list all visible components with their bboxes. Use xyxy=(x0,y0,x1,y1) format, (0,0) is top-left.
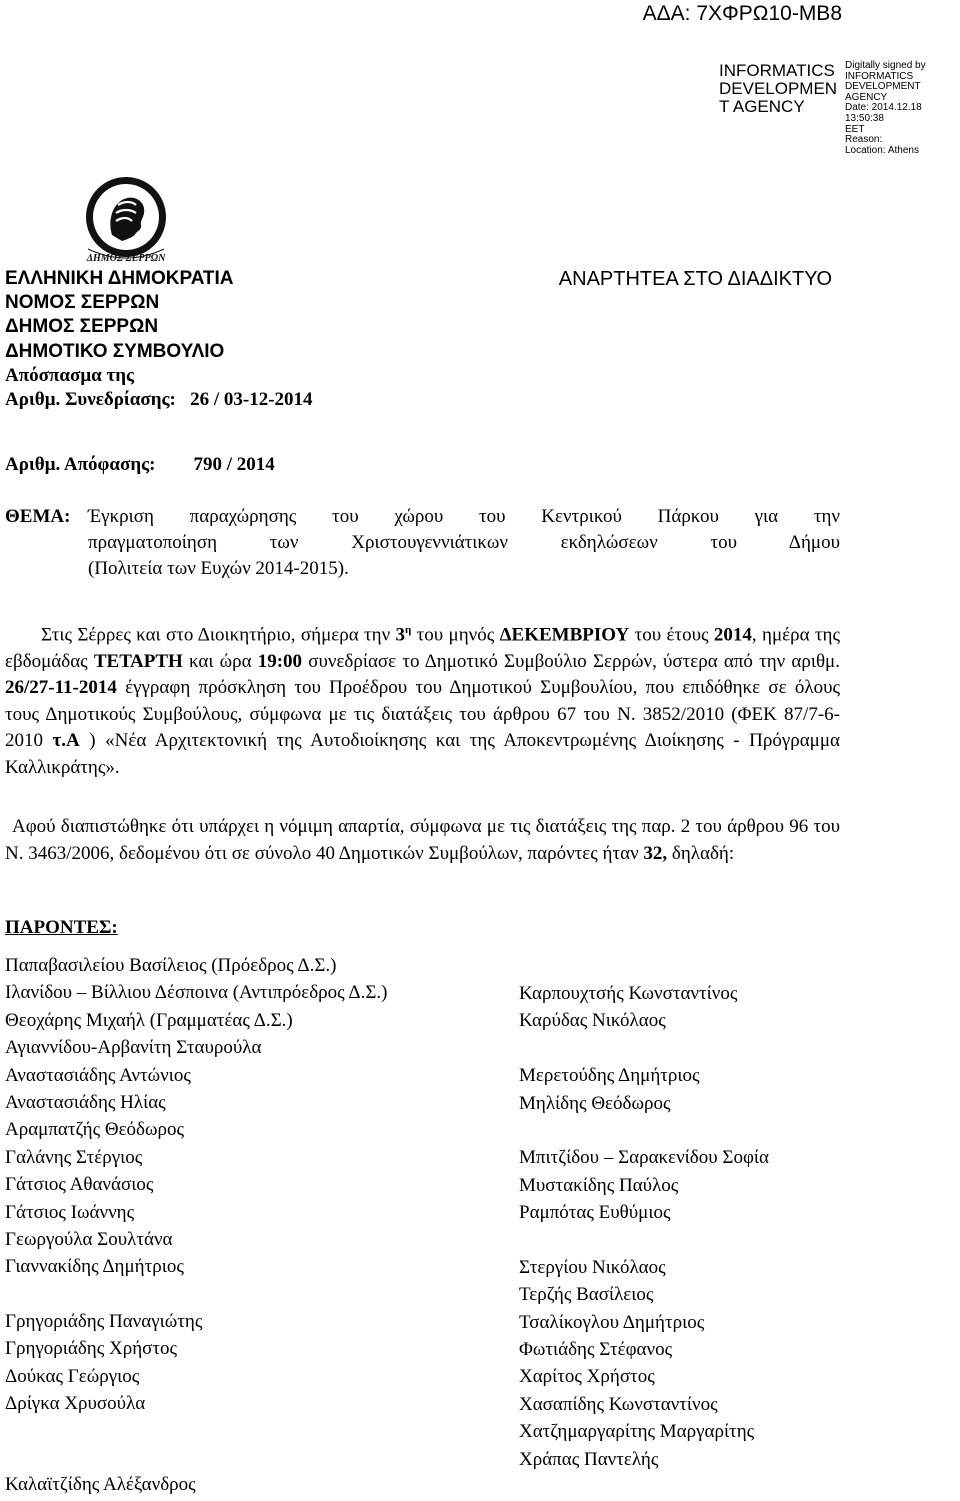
member-name: Μυστακίδης Παύλος xyxy=(519,1174,679,1196)
meeting-time: 19:00 xyxy=(257,650,303,672)
member-name: Αναστασιάδης Ηλίας xyxy=(5,1091,166,1113)
list-spacer xyxy=(519,1117,769,1144)
list-spacer xyxy=(5,1281,388,1308)
text-run: ) «Νέα Αρχιτεκτονική της Αυτοδιοίκησης και της Αποκεντρωμένης Διοίκησης - Πρόγραμμα Καλλικράτης». xyxy=(5,730,841,778)
signature-detail-line: Digitally signed by xyxy=(845,60,926,71)
header-line-excerpt: Απόσπασμα της xyxy=(5,364,135,386)
invitation-number: 26/27-11-2014 xyxy=(5,677,117,699)
member-name: Γιαννακίδης Δημήτριος xyxy=(5,1256,184,1278)
ordinal-suffix: η xyxy=(405,624,412,636)
list-spacer xyxy=(519,1227,769,1254)
present-heading: ΠΑΡΟΝΤΕΣ: xyxy=(5,917,118,938)
member-name: Δούκας Γεώργιος xyxy=(5,1365,140,1387)
member-name: Γρηγοριάδης Παναγιώτης xyxy=(5,1311,203,1333)
subject-line: (Πολιτεία των Ευχών 2014-2015). xyxy=(88,558,349,579)
signature-detail-line: DEVELOPMENT AGENCY xyxy=(845,81,921,103)
member-name: Δρίγκα Χρυσούλα xyxy=(5,1393,146,1415)
member-name: Μηλίδης Θεόδωρος xyxy=(519,1092,671,1114)
member-name: Ιλανίδου – Βίλλιου Δέσποινα (Αντιπρόεδρος Δ.Σ.) xyxy=(5,982,388,1004)
meeting-month: ΔΕΚΕΜΒΡΙΟΥ xyxy=(499,624,630,646)
text-run: , ημέρα της εβδομάδας xyxy=(5,624,841,672)
meeting-weekday: ΤΕΤΑΡΤΗ xyxy=(93,650,183,672)
member-name: Καρύδας Νικόλαος xyxy=(519,1010,666,1032)
signature-detail-line: EET xyxy=(845,123,865,135)
signature-detail-line: Reason: xyxy=(845,134,883,146)
quorum-paragraph xyxy=(5,814,840,867)
document-header xyxy=(5,267,313,412)
gazette-issue: τ.Α xyxy=(52,730,80,752)
header-line-republic: ΕΛΛΗΝΙΚΗ ΔΗΜΟΚΡΑΤΙΑ xyxy=(5,268,234,289)
text-run: δηλαδή: xyxy=(667,842,735,864)
header-line-municipality: ΔΗΜΟΣ ΣΕΡΡΩΝ xyxy=(5,316,159,338)
text-run: του μηνός xyxy=(411,624,500,646)
member-name: Χαρίτος Χρήστος xyxy=(519,1366,655,1388)
signer-line: T AGENCY xyxy=(719,97,805,116)
member-name: Στεργίου Νικόλαος xyxy=(519,1256,666,1278)
ada-code: ΑΔΑ: 7ΧΦΡΩ10-ΜΒ8 xyxy=(642,2,842,25)
subject-label: ΘΕΜΑ: xyxy=(5,506,71,527)
publish-note: ΑΝΑΡΤΗΤΕΑ ΣΤΟ ΔΙΑΔΙΚΤΥΟ xyxy=(558,268,832,290)
member-name: Θεοχάρης Μιχαήλ (Γραμματέας Δ.Σ.) xyxy=(5,1009,293,1031)
member-name: Γεωργούλα Σουλτάνα xyxy=(5,1228,173,1250)
signature-detail-line: Location: Athens xyxy=(845,144,919,156)
list-spacer xyxy=(519,1035,769,1062)
member-name: Αγιαννίδου-Αρβανίτη Σταυρούλα xyxy=(5,1037,262,1059)
signature-details xyxy=(845,61,960,156)
header-line-council: ΔΗΜΟΤΙΚΟ ΣΥΜΒΟΥΛΙΟ xyxy=(5,340,225,362)
member-name: Φωτιάδης Στέφανος xyxy=(519,1339,673,1361)
member-name: Μπιτζίδου – Σαρακενίδου Σοφία xyxy=(519,1147,769,1169)
meeting-day: 3 xyxy=(395,624,406,646)
subject-line: πραγματοποίηση των Χριστουγεννιάτικων εκδηλώσεων του Δήμου xyxy=(88,532,840,553)
subject-line: Έγκριση παραχώρησης του χώρου του Κεντρικού Πάρκου για την xyxy=(88,506,840,527)
present-count: 32, xyxy=(643,842,668,864)
municipality-logo xyxy=(78,175,174,265)
text-run: του έτους xyxy=(629,624,714,646)
present-list-right xyxy=(519,980,769,1473)
signer-line: DEVELOPMEN xyxy=(719,79,838,98)
member-name: Αναστασιάδης Αντώνιος xyxy=(5,1064,191,1086)
text-run: Στις Σέρρες και στο Διοικητήριο, σήμερα την xyxy=(41,624,396,646)
member-name: Παπαβασιλείου Βασίλειος (Πρόεδρος Δ.Σ.) xyxy=(5,955,337,976)
member-name: Γαλάνης Στέργιος xyxy=(5,1146,143,1168)
signer-line: INFORMATICS xyxy=(719,61,835,80)
member-name: Γάτσιος Αθανάσιος xyxy=(5,1174,154,1196)
member-name: Καρπουχτσής Κωνσταντίνος xyxy=(519,983,738,1004)
subject-text xyxy=(88,504,840,582)
member-name: Χατζημαργαρίτης Μαργαρίτης xyxy=(519,1421,755,1443)
signature-signer xyxy=(719,62,837,116)
signature-detail-line: Date: 2014.12.18 13:50:38 xyxy=(845,102,922,124)
member-name: Τσαλίκογλου Δημήτριος xyxy=(519,1311,705,1333)
text-run: συνεδρίασε το Δημοτικό Συμβούλιο Σερρών, ύστερα από την αριθμ. xyxy=(302,650,840,672)
text-run: και ώρα xyxy=(182,650,258,672)
decision-number: Αριθμ. Απόφασης: 790 / 2014 xyxy=(5,454,275,475)
signature-detail-line: INFORMATICS xyxy=(845,70,914,82)
member-name: Μερετούδης Δημήτριος xyxy=(519,1065,700,1087)
meeting-paragraph xyxy=(5,617,840,781)
meeting-number: Αριθμ. Συνεδρίασης: 26 / 03-12-2014 xyxy=(5,389,313,411)
meeting-year: 2014 xyxy=(713,624,752,646)
coin-head-icon xyxy=(78,175,174,265)
present-list-left xyxy=(5,952,388,1418)
member-name: Τερζής Βασίλειος xyxy=(519,1284,654,1306)
member-name: Χράπας Παντελής xyxy=(519,1448,659,1470)
text-run: Αφού διαπιστώθηκε ότι υπάρχει η νόμιμη απαρτία, σύμφωνα με τις διατάξεις της παρ. 2 του άρθρου 96 του Ν. 3463/2006, δεδομένου ότι σε σύνολο 40 Δημοτικών Συμβούλων, παρόντες ήταν xyxy=(5,816,840,864)
member-name: Χασαπίδης Κωνσταντίνος xyxy=(519,1393,718,1415)
member-name: Ραμπότας Ευθύμιος xyxy=(519,1202,671,1224)
text-run: έγγραφη πρόσκληση του Προέδρου του Δημοτικού Συμβουλίου, που επιδόθηκε σε όλους τους Δημοτικούς Συμβούλους, σύμφωνα με τις διατάξεις του άρθρου 67 του Ν. 3852/2010 (ΦΕΚ 87/7-6-2010 xyxy=(5,677,840,752)
subject-block xyxy=(5,504,840,579)
header-line-prefecture: ΝΟΜΟΣ ΣΕΡΡΩΝ xyxy=(5,292,160,314)
member-name: Γρηγοριάδης Χρήστος xyxy=(5,1338,178,1360)
member-name: Γάτσιος Ιωάννης xyxy=(5,1201,135,1223)
svg-text:ΔΗΜΟΣ ΣΕΡΡΩΝ: ΔΗΜΟΣ ΣΕΡΡΩΝ xyxy=(86,253,166,264)
member-name: Καλαϊτζίδης Αλέξανδρος xyxy=(5,1474,196,1495)
member-name: Αραμπατζής Θεόδωρος xyxy=(5,1119,185,1141)
